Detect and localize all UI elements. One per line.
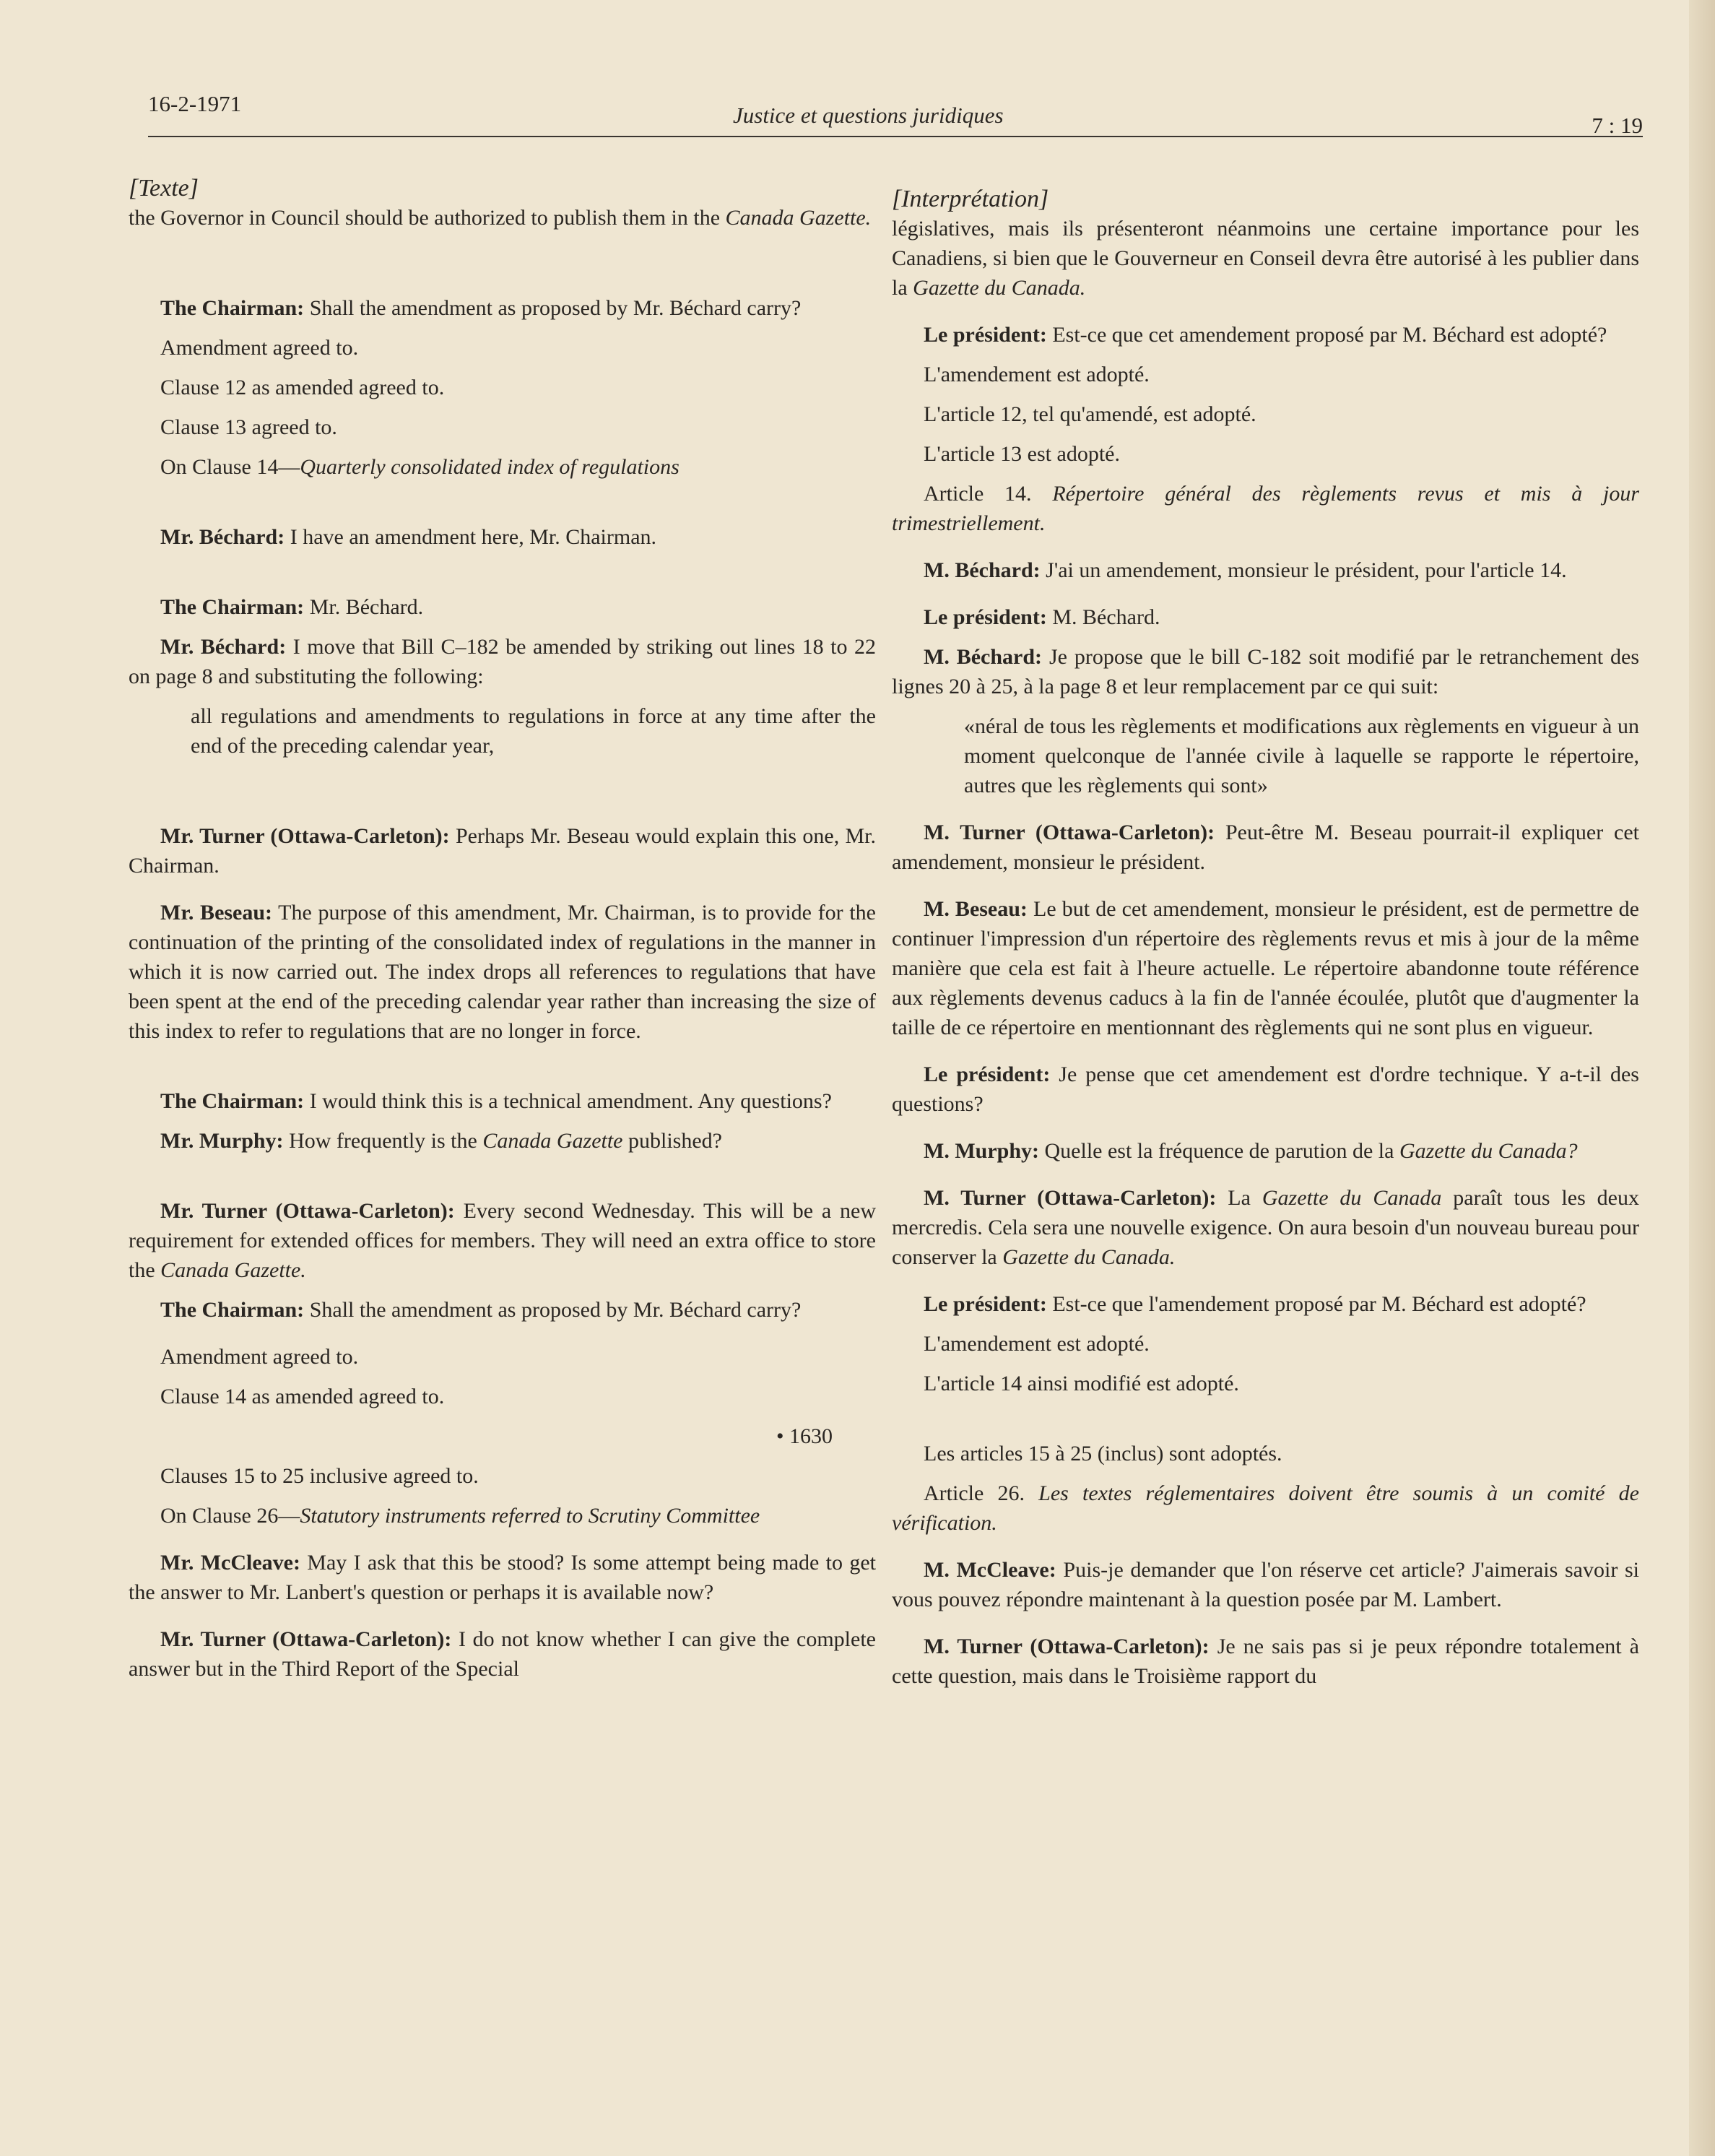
clause-heading: On Clause 26—Statutory instruments referred to Scrutiny Committee — [160, 1504, 760, 1528]
speech: Le président: Je pense que cet amendement est d'ordre technique. Y a-t-il des questions? — [892, 1062, 1639, 1116]
speech: Le président: Est-ce que l'amendement proposé par M. Béchard est adopté? — [924, 1292, 1586, 1316]
speaker-name: Mr. Béchard: — [160, 635, 287, 659]
speaker-name: The Chairman: — [160, 296, 305, 320]
section-tag: [Texte] — [129, 175, 199, 202]
speech: The Chairman: Mr. Béchard. — [160, 595, 424, 619]
speaker-name: M. Murphy: — [924, 1139, 1039, 1163]
speaker-name: The Chairman: — [160, 1089, 305, 1113]
clause-heading: Article 14. Répertoire général des règlements revus et mis à jour trimestriellement. — [892, 482, 1639, 535]
english-column — [129, 173, 876, 1684]
section-tag: [Interprétation] — [892, 186, 1049, 212]
speech: M. Beseau: Le but de cet amendement, monsieur le président, est de permettre de continuer l'impression d'un répertoire des règlements revus et mis à jour de la même manière que cela est fait à l'heure actuelle. Le répertoire abandonne toute référence aux règlements devenus caducs à la fin de l'année écoulée, plutôt que d'augmenter la taille de ce répertoire en mentionnant des règlements qui ne sont plus en vigueur. — [892, 897, 1639, 1039]
running-header — [148, 85, 1643, 137]
speech: M. Béchard: J'ai un amendement, monsieur le président, pour l'article 14. — [924, 558, 1567, 582]
proceeding-note: L'article 14 ainsi modifié est adopté. — [924, 1372, 1239, 1395]
speaker-name: Mr. Béchard: — [160, 525, 285, 549]
speech: M. Béchard: Je propose que le bill C-182 soit modifié par le retranchement des lignes 20 à 25, à la page 8 et leur remplacement par ce qui suit: — [892, 645, 1639, 698]
speech: Mr. Turner (Ottawa-Carleton): Every second Wednesday. This will be a new requirement for extended offices for members. They will need an extra office to store the Canada Gazette. — [129, 1199, 876, 1282]
speech: Mr. Beseau: The purpose of this amendment, Mr. Chairman, is to provide for the continuation of the printing of the consolidated index of regulations in the manner in which it is now carried out. The index drops all references to regulations that have been spent at the end of the preceding calendar year rather than increasing the size of this index to refer to regulations that are no longer in force. — [129, 901, 876, 1043]
proceeding-note: L'article 12, tel qu'amendé, est adopté. — [924, 402, 1256, 426]
paragraph: the Governor in Council should be authorized to publish them in the Canada Gazette. — [129, 206, 872, 230]
speaker-name: M. McCleave: — [924, 1558, 1056, 1582]
speaker-name: M. Béchard: — [924, 645, 1043, 669]
speech: Mr. Béchard: I have an amendment here, Mr. Chairman. — [160, 525, 657, 549]
speech: Mr. Turner (Ottawa-Carleton): I do not know whether I can give the complete answer but in the Third Report of the Special — [129, 1627, 876, 1681]
speech: The Chairman: I would think this is a technical amendment. Any questions? — [160, 1089, 832, 1113]
proceeding-note: Clauses 15 to 25 inclusive agreed to. — [160, 1464, 479, 1488]
clause-heading: Article 26. Les textes réglementaires doivent être soumis à un comité de vérification. — [892, 1481, 1639, 1535]
proceeding-note: Amendment agreed to. — [160, 336, 359, 360]
header-page-number: 7 : 19 — [1592, 113, 1643, 138]
speaker-name: The Chairman: — [160, 1298, 305, 1322]
speaker-name: M. Turner (Ottawa-Carleton): — [924, 821, 1215, 844]
speaker-name: Mr. Turner (Ottawa-Carleton): — [160, 824, 450, 848]
speaker-name: M. Turner (Ottawa-Carleton): — [924, 1635, 1210, 1658]
speaker-name: Le président: — [924, 323, 1047, 347]
speech: M. Turner (Ottawa-Carleton): Je ne sais pas si je peux répondre totalement à cette question, mais dans le Troisième rapport du — [892, 1635, 1639, 1688]
proceeding-note: Amendment agreed to. — [160, 1345, 359, 1369]
speech: M. McCleave: Puis-je demander que l'on réserve cet article? J'aimerais savoir si vous pouvez répondre maintenant à la question posée par M. Lambert. — [892, 1558, 1639, 1611]
speech: Mr. Béchard: I move that Bill C–182 be amended by striking out lines 18 to 22 on page 8 and substituting the following: — [129, 635, 876, 688]
speaker-name: Mr. Murphy: — [160, 1129, 284, 1153]
speaker-name: Mr. Beseau: — [160, 901, 273, 925]
proceeding-note: Les articles 15 à 25 (inclus) sont adoptés. — [924, 1442, 1282, 1466]
speaker-name: Mr. McCleave: — [160, 1551, 300, 1575]
proceeding-note: L'amendement est adopté. — [924, 363, 1150, 386]
speech: Mr. McCleave: May I ask that this be stood? Is some attempt being made to get the answer to Mr. Lanbert's question or perhaps it is available now? — [129, 1551, 876, 1604]
speech: The Chairman: Shall the amendment as proposed by Mr. Béchard carry? — [160, 296, 802, 320]
speech: Le président: Est-ce que cet amendement proposé par M. Béchard est adopté? — [924, 323, 1607, 347]
header-date: 16-2-1971 — [148, 91, 242, 116]
speech: Mr. Turner (Ottawa-Carleton): Perhaps Mr. Beseau would explain this one, Mr. Chairman. — [129, 824, 876, 878]
proceeding-note: Clause 14 as amended agreed to. — [160, 1385, 445, 1408]
speech: M. Turner (Ottawa-Carleton): La Gazette du Canada paraît tous les deux mercredis. Cela sera une nouvelle exigence. On aura besoin d'un nouveau bureau pour conserver la Gazette du Canada. — [892, 1186, 1640, 1269]
speech: The Chairman: Shall the amendment as proposed by Mr. Béchard carry? — [160, 1298, 802, 1322]
proceeding-note: L'article 13 est adopté. — [924, 442, 1120, 466]
french-column — [892, 184, 1639, 1691]
header-title: Justice et questions juridiques — [733, 103, 1004, 128]
speech: M. Murphy: Quelle est la fréquence de parution de la Gazette du Canada? — [924, 1139, 1578, 1163]
speaker-name: M. Beseau: — [924, 897, 1028, 921]
speaker-name: M. Béchard: — [924, 558, 1041, 582]
speech: Mr. Murphy: How frequently is the Canada Gazette published? — [160, 1129, 722, 1153]
paragraph: législatives, mais ils présenteront néanmoins une certaine importance pour les Canadiens, si bien que le Gouverneur en Conseil devra être autorisé à les publier dans la Gazette du Canada. — [892, 217, 1639, 300]
clause-heading: On Clause 14—Quarterly consolidated index of regulations — [160, 455, 680, 479]
speaker-name: Mr. Turner (Ottawa-Carleton): — [160, 1199, 455, 1223]
proceeding-note: L'amendement est adopté. — [924, 1332, 1150, 1356]
speaker-name: Le président: — [924, 605, 1047, 629]
proceeding-note: Clause 12 as amended agreed to. — [160, 376, 445, 399]
speaker-name: The Chairman: — [160, 595, 305, 619]
speech: Le président: M. Béchard. — [924, 605, 1160, 629]
time-marker: • 1630 — [776, 1424, 833, 1448]
proceeding-note: Clause 13 agreed to. — [160, 415, 337, 439]
speaker-name: M. Turner (Ottawa-Carleton): — [924, 1186, 1217, 1210]
speaker-name: Mr. Turner (Ottawa-Carleton): — [160, 1627, 452, 1651]
speech: M. Turner (Ottawa-Carleton): Peut-être M. Beseau pourrait-il expliquer cet amendement, monsieur le président. — [892, 821, 1639, 874]
quoted-amendment: all regulations and amendments to regulations in force at any time after the end of the preceding calendar year, — [191, 704, 876, 758]
page-edge-shadow — [1689, 0, 1715, 2156]
speaker-name: Le président: — [924, 1292, 1047, 1316]
speaker-name: Le président: — [924, 1062, 1051, 1086]
quoted-amendment: «néral de tous les règlements et modifications aux règlements en vigueur à un moment quelconque de l'année civile à laquelle se rapporte le répertoire, autres que les règlements qui sont» — [964, 714, 1639, 797]
